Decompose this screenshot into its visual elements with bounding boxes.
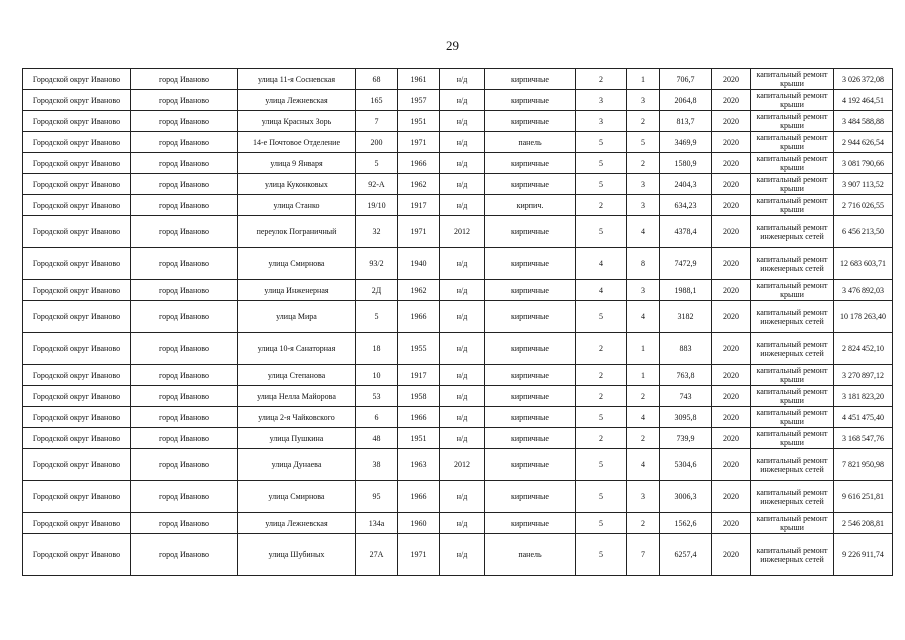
cost-cell: 3 026 372,08 <box>834 69 893 90</box>
district-cell: Городской округ Иваново <box>23 333 131 365</box>
wall-material-cell: кирпичные <box>485 333 576 365</box>
table-row <box>23 449 893 481</box>
house-number-cell: 53 <box>356 386 398 407</box>
street-cell: улица Степанова <box>238 365 356 386</box>
area-cell: 813,7 <box>660 111 712 132</box>
area-cell: 706,7 <box>660 69 712 90</box>
entrances-cell: 3 <box>627 481 660 513</box>
wall-material-cell: кирпичные <box>485 280 576 301</box>
entrances-cell: 2 <box>627 111 660 132</box>
area-cell: 2404,3 <box>660 174 712 195</box>
planned-year-cell: 2020 <box>712 481 751 513</box>
district-cell: Городской округ Иваново <box>23 449 131 481</box>
city-cell: город Иваново <box>131 111 238 132</box>
street-cell: улица 2-я Чайковского <box>238 407 356 428</box>
house-number-cell: 5 <box>356 153 398 174</box>
house-number-cell: 93/2 <box>356 248 398 280</box>
cost-cell: 3 484 588,88 <box>834 111 893 132</box>
planned-year-cell: 2020 <box>712 449 751 481</box>
year-overhaul-cell: н/д <box>440 301 485 333</box>
table-row <box>23 248 893 280</box>
district-cell: Городской округ Иваново <box>23 216 131 248</box>
district-cell: Городской округ Иваново <box>23 301 131 333</box>
planned-year-cell: 2020 <box>712 111 751 132</box>
house-number-cell: 48 <box>356 428 398 449</box>
work-type-cell: капитальный ремонт крыши <box>751 69 834 90</box>
district-cell: Городской округ Иваново <box>23 195 131 216</box>
planned-year-cell: 2020 <box>712 513 751 534</box>
year-built-cell: 1966 <box>398 301 440 333</box>
street-cell: улица Пушкина <box>238 428 356 449</box>
year-built-cell: 1951 <box>398 111 440 132</box>
year-overhaul-cell: н/д <box>440 428 485 449</box>
house-number-cell: 10 <box>356 365 398 386</box>
floors-cell: 3 <box>576 90 627 111</box>
house-number-cell: 134а <box>356 513 398 534</box>
area-cell: 634,23 <box>660 195 712 216</box>
city-cell: город Иваново <box>131 513 238 534</box>
house-number-cell: 27А <box>356 534 398 576</box>
year-overhaul-cell: н/д <box>440 386 485 407</box>
district-cell: Городской округ Иваново <box>23 132 131 153</box>
year-built-cell: 1951 <box>398 428 440 449</box>
entrances-cell: 3 <box>627 90 660 111</box>
floors-cell: 3 <box>576 111 627 132</box>
wall-material-cell: панель <box>485 132 576 153</box>
work-type-cell: капитальный ремонт крыши <box>751 428 834 449</box>
table-row <box>23 534 893 576</box>
planned-year-cell: 2020 <box>712 174 751 195</box>
planned-year-cell: 2020 <box>712 248 751 280</box>
district-cell: Городской округ Иваново <box>23 280 131 301</box>
year-built-cell: 1962 <box>398 280 440 301</box>
area-cell: 1988,1 <box>660 280 712 301</box>
city-cell: город Иваново <box>131 280 238 301</box>
planned-year-cell: 2020 <box>712 280 751 301</box>
wall-material-cell: кирпичные <box>485 428 576 449</box>
year-built-cell: 1971 <box>398 132 440 153</box>
area-cell: 6257,4 <box>660 534 712 576</box>
floors-cell: 5 <box>576 132 627 153</box>
house-number-cell: 2Д <box>356 280 398 301</box>
wall-material-cell: кирпичные <box>485 481 576 513</box>
area-cell: 7472,9 <box>660 248 712 280</box>
cost-cell: 3 270 897,12 <box>834 365 893 386</box>
year-overhaul-cell: н/д <box>440 90 485 111</box>
work-type-cell: капитальный ремонт инженерных сетей <box>751 481 834 513</box>
entrances-cell: 3 <box>627 195 660 216</box>
year-built-cell: 1958 <box>398 386 440 407</box>
work-type-cell: капитальный ремонт крыши <box>751 174 834 195</box>
wall-material-cell: кирпичные <box>485 365 576 386</box>
house-number-cell: 95 <box>356 481 398 513</box>
entrances-cell: 3 <box>627 174 660 195</box>
year-built-cell: 1966 <box>398 153 440 174</box>
street-cell: улица Лежневская <box>238 90 356 111</box>
city-cell: город Иваново <box>131 365 238 386</box>
work-type-cell: капитальный ремонт крыши <box>751 280 834 301</box>
table-row <box>23 216 893 248</box>
area-cell: 2064,8 <box>660 90 712 111</box>
cost-cell: 2 546 208,81 <box>834 513 893 534</box>
year-overhaul-cell: н/д <box>440 280 485 301</box>
floors-cell: 5 <box>576 174 627 195</box>
year-built-cell: 1917 <box>398 365 440 386</box>
house-number-cell: 68 <box>356 69 398 90</box>
floors-cell: 2 <box>576 333 627 365</box>
planned-year-cell: 2020 <box>712 69 751 90</box>
city-cell: город Иваново <box>131 449 238 481</box>
area-cell: 743 <box>660 386 712 407</box>
planned-year-cell: 2020 <box>712 365 751 386</box>
street-cell: улица Станко <box>238 195 356 216</box>
street-cell: улица Куконковых <box>238 174 356 195</box>
city-cell: город Иваново <box>131 407 238 428</box>
entrances-cell: 1 <box>627 69 660 90</box>
year-built-cell: 1971 <box>398 534 440 576</box>
wall-material-cell: кирпичные <box>485 301 576 333</box>
work-type-cell: капитальный ремонт крыши <box>751 132 834 153</box>
floors-cell: 5 <box>576 216 627 248</box>
city-cell: город Иваново <box>131 534 238 576</box>
floors-cell: 2 <box>576 428 627 449</box>
work-type-cell: капитальный ремонт крыши <box>751 153 834 174</box>
cost-cell: 3 476 892,03 <box>834 280 893 301</box>
street-cell: улица Дунаева <box>238 449 356 481</box>
city-cell: город Иваново <box>131 428 238 449</box>
wall-material-cell: кирпичные <box>485 449 576 481</box>
entrances-cell: 2 <box>627 428 660 449</box>
district-cell: Городской округ Иваново <box>23 248 131 280</box>
table-row <box>23 153 893 174</box>
planned-year-cell: 2020 <box>712 195 751 216</box>
year-built-cell: 1963 <box>398 449 440 481</box>
area-cell: 739,9 <box>660 428 712 449</box>
cost-cell: 4 192 464,51 <box>834 90 893 111</box>
entrances-cell: 7 <box>627 534 660 576</box>
cost-cell: 4 451 475,40 <box>834 407 893 428</box>
entrances-cell: 8 <box>627 248 660 280</box>
wall-material-cell: кирпичные <box>485 248 576 280</box>
area-cell: 1562,6 <box>660 513 712 534</box>
work-type-cell: капитальный ремонт инженерных сетей <box>751 248 834 280</box>
planned-year-cell: 2020 <box>712 407 751 428</box>
house-number-cell: 6 <box>356 407 398 428</box>
year-built-cell: 1940 <box>398 248 440 280</box>
city-cell: город Иваново <box>131 248 238 280</box>
work-type-cell: капитальный ремонт крыши <box>751 365 834 386</box>
street-cell: переулок Пограничный <box>238 216 356 248</box>
table-row <box>23 90 893 111</box>
year-built-cell: 1966 <box>398 481 440 513</box>
wall-material-cell: кирпичные <box>485 407 576 428</box>
street-cell: улица 9 Января <box>238 153 356 174</box>
floors-cell: 2 <box>576 365 627 386</box>
year-built-cell: 1962 <box>398 174 440 195</box>
city-cell: город Иваново <box>131 481 238 513</box>
table-row <box>23 69 893 90</box>
table-row <box>23 407 893 428</box>
cost-cell: 6 456 213,50 <box>834 216 893 248</box>
entrances-cell: 4 <box>627 407 660 428</box>
table-row <box>23 428 893 449</box>
city-cell: город Иваново <box>131 132 238 153</box>
table-row <box>23 333 893 365</box>
cost-cell: 9 226 911,74 <box>834 534 893 576</box>
work-type-cell: капитальный ремонт инженерных сетей <box>751 301 834 333</box>
street-cell: улица Красных Зорь <box>238 111 356 132</box>
wall-material-cell: панель <box>485 534 576 576</box>
work-type-cell: капитальный ремонт инженерных сетей <box>751 333 834 365</box>
house-number-cell: 200 <box>356 132 398 153</box>
work-type-cell: капитальный ремонт крыши <box>751 195 834 216</box>
planned-year-cell: 2020 <box>712 132 751 153</box>
entrances-cell: 5 <box>627 132 660 153</box>
floors-cell: 5 <box>576 513 627 534</box>
floors-cell: 2 <box>576 69 627 90</box>
cost-cell: 3 907 113,52 <box>834 174 893 195</box>
district-cell: Городской округ Иваново <box>23 153 131 174</box>
floors-cell: 5 <box>576 449 627 481</box>
floors-cell: 2 <box>576 386 627 407</box>
work-type-cell: капитальный ремонт крыши <box>751 513 834 534</box>
table-row <box>23 111 893 132</box>
planned-year-cell: 2020 <box>712 90 751 111</box>
area-cell: 4378,4 <box>660 216 712 248</box>
planned-year-cell: 2020 <box>712 333 751 365</box>
house-number-cell: 38 <box>356 449 398 481</box>
district-cell: Городской округ Иваново <box>23 69 131 90</box>
year-built-cell: 1960 <box>398 513 440 534</box>
table-row <box>23 132 893 153</box>
district-cell: Городской округ Иваново <box>23 111 131 132</box>
area-cell: 5304,6 <box>660 449 712 481</box>
work-type-cell: капитальный ремонт крыши <box>751 111 834 132</box>
year-built-cell: 1955 <box>398 333 440 365</box>
year-built-cell: 1966 <box>398 407 440 428</box>
wall-material-cell: кирпичные <box>485 111 576 132</box>
year-overhaul-cell: н/д <box>440 407 485 428</box>
district-cell: Городской округ Иваново <box>23 513 131 534</box>
street-cell: улица Нелла Майорова <box>238 386 356 407</box>
year-overhaul-cell: н/д <box>440 481 485 513</box>
wall-material-cell: кирпичные <box>485 386 576 407</box>
planned-year-cell: 2020 <box>712 301 751 333</box>
table-row <box>23 513 893 534</box>
year-overhaul-cell: н/д <box>440 132 485 153</box>
work-type-cell: капитальный ремонт инженерных сетей <box>751 449 834 481</box>
planned-year-cell: 2020 <box>712 534 751 576</box>
page-number: 29 <box>446 38 459 53</box>
year-overhaul-cell: н/д <box>440 513 485 534</box>
city-cell: город Иваново <box>131 69 238 90</box>
city-cell: город Иваново <box>131 333 238 365</box>
city-cell: город Иваново <box>131 153 238 174</box>
city-cell: город Иваново <box>131 301 238 333</box>
cost-cell: 2 944 626,54 <box>834 132 893 153</box>
area-cell: 3006,3 <box>660 481 712 513</box>
table-body <box>23 69 893 576</box>
wall-material-cell: кирпич. <box>485 195 576 216</box>
city-cell: город Иваново <box>131 386 238 407</box>
area-cell: 763,8 <box>660 365 712 386</box>
entrances-cell: 4 <box>627 449 660 481</box>
cost-cell: 10 178 263,40 <box>834 301 893 333</box>
table-row <box>23 481 893 513</box>
district-cell: Городской округ Иваново <box>23 365 131 386</box>
table-row <box>23 195 893 216</box>
work-type-cell: капитальный ремонт инженерных сетей <box>751 534 834 576</box>
year-overhaul-cell: н/д <box>440 333 485 365</box>
year-overhaul-cell: н/д <box>440 69 485 90</box>
street-cell: улица Инженерная <box>238 280 356 301</box>
area-cell: 3095,8 <box>660 407 712 428</box>
wall-material-cell: кирпичные <box>485 90 576 111</box>
floors-cell: 5 <box>576 301 627 333</box>
street-cell: улица Шубиных <box>238 534 356 576</box>
cost-cell: 3 081 790,66 <box>834 153 893 174</box>
work-type-cell: капитальный ремонт крыши <box>751 90 834 111</box>
wall-material-cell: кирпичные <box>485 216 576 248</box>
house-number-cell: 92-А <box>356 174 398 195</box>
entrances-cell: 2 <box>627 153 660 174</box>
year-built-cell: 1957 <box>398 90 440 111</box>
planned-year-cell: 2020 <box>712 216 751 248</box>
street-cell: улица Мира <box>238 301 356 333</box>
street-cell: улица 11-я Сосневская <box>238 69 356 90</box>
year-overhaul-cell: н/д <box>440 248 485 280</box>
house-number-cell: 32 <box>356 216 398 248</box>
year-overhaul-cell: н/д <box>440 111 485 132</box>
year-overhaul-cell: н/д <box>440 195 485 216</box>
district-cell: Городской округ Иваново <box>23 534 131 576</box>
cost-cell: 12 683 603,71 <box>834 248 893 280</box>
floors-cell: 5 <box>576 534 627 576</box>
district-cell: Городской округ Иваново <box>23 407 131 428</box>
street-cell: улица Смирнова <box>238 248 356 280</box>
entrances-cell: 1 <box>627 365 660 386</box>
house-number-cell: 7 <box>356 111 398 132</box>
planned-year-cell: 2020 <box>712 386 751 407</box>
table-row <box>23 386 893 407</box>
work-type-cell: капитальный ремонт крыши <box>751 407 834 428</box>
street-cell: улица Лежневская <box>238 513 356 534</box>
work-type-cell: капитальный ремонт инженерных сетей <box>751 216 834 248</box>
floors-cell: 5 <box>576 481 627 513</box>
wall-material-cell: кирпичные <box>485 513 576 534</box>
cost-cell: 7 821 950,98 <box>834 449 893 481</box>
year-built-cell: 1971 <box>398 216 440 248</box>
floors-cell: 2 <box>576 195 627 216</box>
floors-cell: 4 <box>576 280 627 301</box>
floors-cell: 5 <box>576 407 627 428</box>
entrances-cell: 2 <box>627 386 660 407</box>
planned-year-cell: 2020 <box>712 153 751 174</box>
table-row <box>23 280 893 301</box>
wall-material-cell: кирпичные <box>485 153 576 174</box>
wall-material-cell: кирпичные <box>485 174 576 195</box>
entrances-cell: 4 <box>627 216 660 248</box>
year-overhaul-cell: н/д <box>440 153 485 174</box>
cost-cell: 3 181 823,20 <box>834 386 893 407</box>
entrances-cell: 1 <box>627 333 660 365</box>
street-cell: улица 10-я Санаторная <box>238 333 356 365</box>
work-type-cell: капитальный ремонт крыши <box>751 386 834 407</box>
cost-cell: 2 716 026,55 <box>834 195 893 216</box>
district-cell: Городской округ Иваново <box>23 481 131 513</box>
house-number-cell: 5 <box>356 301 398 333</box>
area-cell: 1580,9 <box>660 153 712 174</box>
district-cell: Городской округ Иваново <box>23 386 131 407</box>
table-row <box>23 365 893 386</box>
area-cell: 3469,9 <box>660 132 712 153</box>
year-overhaul-cell: н/д <box>440 534 485 576</box>
area-cell: 3182 <box>660 301 712 333</box>
floors-cell: 4 <box>576 248 627 280</box>
cost-cell: 9 616 251,81 <box>834 481 893 513</box>
city-cell: город Иваново <box>131 195 238 216</box>
year-overhaul-cell: н/д <box>440 365 485 386</box>
cost-cell: 3 168 547,76 <box>834 428 893 449</box>
year-overhaul-cell: 2012 <box>440 216 485 248</box>
cost-cell: 2 824 452,10 <box>834 333 893 365</box>
entrances-cell: 3 <box>627 280 660 301</box>
street-cell: 14-е Почтовое Отделение <box>238 132 356 153</box>
wall-material-cell: кирпичные <box>485 69 576 90</box>
area-cell: 883 <box>660 333 712 365</box>
house-number-cell: 18 <box>356 333 398 365</box>
house-number-cell: 19/10 <box>356 195 398 216</box>
street-cell: улица Смирнова <box>238 481 356 513</box>
district-cell: Городской округ Иваново <box>23 90 131 111</box>
city-cell: город Иваново <box>131 90 238 111</box>
entrances-cell: 2 <box>627 513 660 534</box>
table-row <box>23 301 893 333</box>
year-built-cell: 1917 <box>398 195 440 216</box>
year-overhaul-cell: 2012 <box>440 449 485 481</box>
house-number-cell: 165 <box>356 90 398 111</box>
district-cell: Городской округ Иваново <box>23 174 131 195</box>
year-overhaul-cell: н/д <box>440 174 485 195</box>
city-cell: город Иваново <box>131 216 238 248</box>
floors-cell: 5 <box>576 153 627 174</box>
housing-repair-table <box>22 68 893 576</box>
district-cell: Городской округ Иваново <box>23 428 131 449</box>
planned-year-cell: 2020 <box>712 428 751 449</box>
city-cell: город Иваново <box>131 174 238 195</box>
entrances-cell: 4 <box>627 301 660 333</box>
table-row <box>23 174 893 195</box>
year-built-cell: 1961 <box>398 69 440 90</box>
